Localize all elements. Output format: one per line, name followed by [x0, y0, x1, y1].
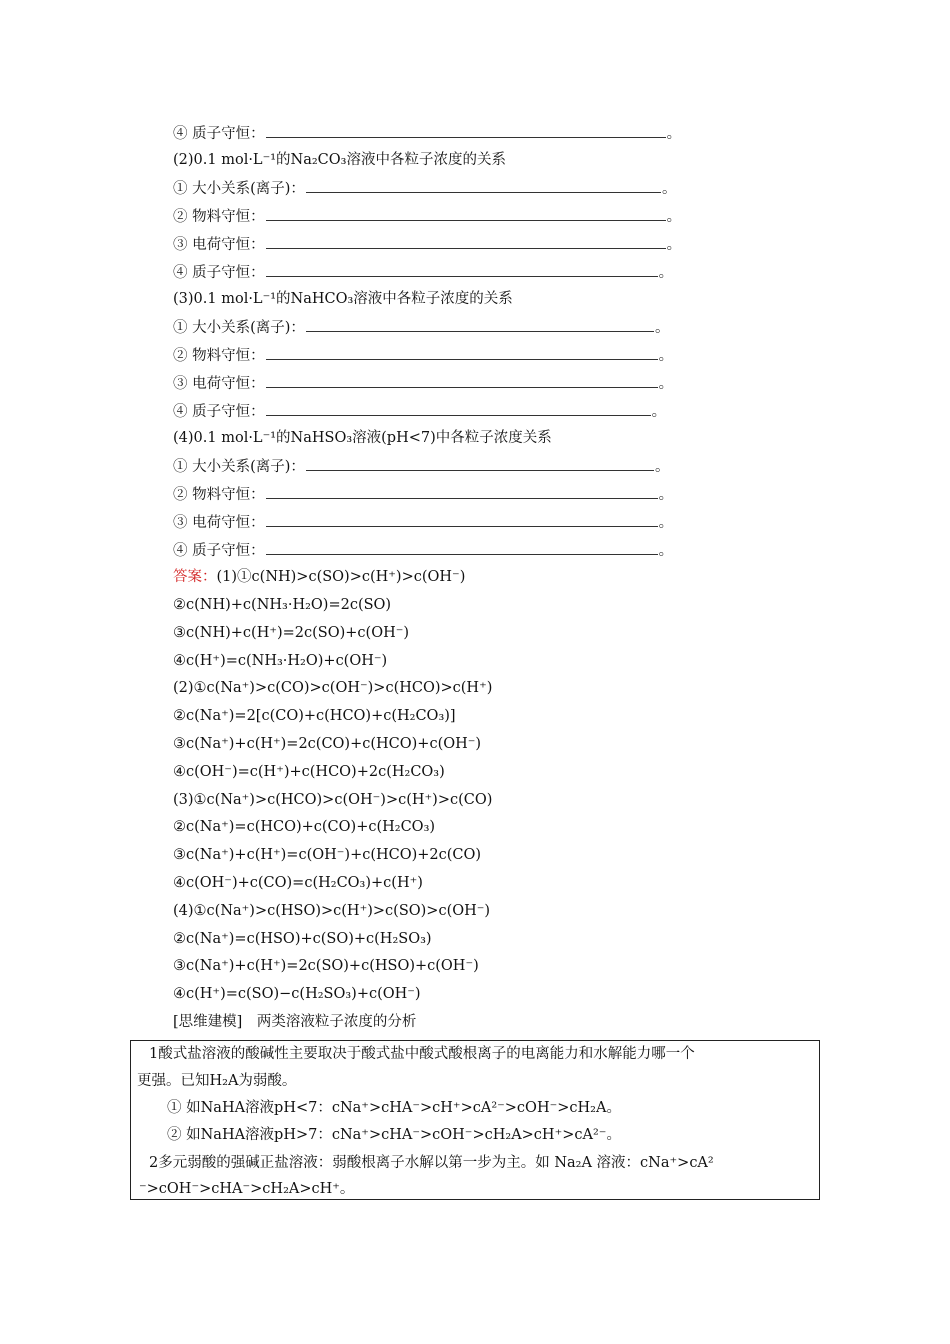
- answer-line: ④c(H⁺)=c(SO)−c(H₂SO₃)+c(OH⁻): [173, 986, 421, 1002]
- answer-blank[interactable]: [306, 456, 654, 471]
- answer-blank[interactable]: [266, 234, 666, 249]
- box-line: ① 如NaHA溶液pH<7：cNa⁺>cHA⁻>cH⁺>cA²⁻>cOH⁻>cH₂A。: [167, 1100, 621, 1116]
- question-heading: (2)0.1 mol·L⁻¹的Na₂CO₃溶液中各粒子浓度的关系: [173, 152, 506, 168]
- question-line: ② 物料守恒： 。: [173, 484, 673, 504]
- answer-line: ③c(Na⁺)+c(H⁺)=c(OH⁻)+c(HCO)+2c(CO): [173, 847, 482, 863]
- question-heading: (3)0.1 mol·L⁻¹的NaHCO₃溶液中各粒子浓度的关系: [173, 291, 513, 307]
- box-line: 更强。已知H₂A为弱酸。: [137, 1073, 297, 1089]
- question-line: ③ 电荷守恒： 。: [173, 234, 681, 254]
- question-line: ① 大小关系(离子)： 。: [173, 456, 669, 476]
- answer-blank[interactable]: [306, 317, 654, 332]
- answer-line: ③c(NH)+c(H⁺)=2c(SO)+c(OH⁻): [173, 625, 410, 641]
- answer-line: ②c(Na⁺)=c(HCO)+c(CO)+c(H₂CO₃): [173, 819, 436, 835]
- answer-blank[interactable]: [266, 484, 658, 499]
- answer-blank[interactable]: [266, 262, 658, 277]
- question-line: ④ 质子守恒： 。: [173, 540, 673, 560]
- answer-line: (3)①c(Na⁺)>c(HCO)>c(OH⁻)>c(H⁺)>c(CO): [173, 792, 493, 808]
- answer-line: ④c(OH⁻)=c(H⁺)+c(HCO)+2c(H₂CO₃): [173, 764, 445, 780]
- answer-line: (2)①c(Na⁺)>c(CO)>c(OH⁻)>c(HCO)>c(H⁺): [173, 680, 493, 696]
- answer-line: (4)①c(Na⁺)>c(HSO)>c(H⁺)>c(SO)>c(OH⁻): [173, 903, 491, 919]
- answer-blank[interactable]: [266, 206, 666, 221]
- answer-blank[interactable]: [266, 401, 651, 416]
- box-line: 1酸式盐溶液的酸碱性主要取决于酸式盐中酸式酸根离子的电离能力和水解能力哪一个: [149, 1046, 695, 1062]
- answer-line: ②c(Na⁺)=c(HSO)+c(SO)+c(H₂SO₃): [173, 931, 432, 947]
- answer-blank[interactable]: [266, 512, 658, 527]
- answer-line: ③c(Na⁺)+c(H⁺)=2c(CO)+c(HCO)+c(OH⁻): [173, 736, 482, 752]
- box-line: ⁻>cOH⁻>cHA⁻>cH₂A>cH⁺。: [139, 1181, 355, 1197]
- answer-line: 答案：(1)①c(NH)>c(SO)>c(H⁺)>c(OH⁻): [173, 569, 466, 585]
- answer-line: ③c(Na⁺)+c(H⁺)=2c(SO)+c(HSO)+c(OH⁻): [173, 958, 479, 974]
- question-line: ② 物料守恒： 。: [173, 345, 673, 365]
- answer-blank[interactable]: [266, 540, 658, 555]
- section-title: [思维建模] 两类溶液粒子浓度的分析: [173, 1014, 417, 1030]
- answer-blank[interactable]: [306, 178, 661, 193]
- modeling-box: [130, 1040, 820, 1200]
- question-line: ③ 电荷守恒： 。: [173, 512, 673, 532]
- answer-blank[interactable]: [266, 373, 658, 388]
- question-line: ② 物料守恒： 。: [173, 206, 681, 226]
- question-line: ① 大小关系(离子)： 。: [173, 178, 676, 198]
- question-label: ④ 质子守恒：: [173, 126, 265, 142]
- question-line: ④ 质子守恒： 。: [173, 123, 681, 143]
- question-line: ④ 质子守恒： 。: [173, 262, 673, 282]
- answer-line: ④c(OH⁻)+c(CO)=c(H₂CO₃)+c(H⁺): [173, 875, 423, 891]
- box-line: 2多元弱酸的强碱正盐溶液：弱酸根离子水解以第一步为主。如 Na₂A 溶液：cNa⁺>cA²: [149, 1155, 714, 1171]
- answer-line: ②c(NH)+c(NH₃·H₂O)=2c(SO): [173, 597, 392, 613]
- question-line: ③ 电荷守恒： 。: [173, 373, 673, 393]
- question-heading: (4)0.1 mol·L⁻¹的NaHSO₃溶液(pH<7)中各粒子浓度关系: [173, 430, 552, 446]
- answer-label: 答案：: [173, 569, 217, 585]
- answer-line: ②c(Na⁺)=2[c(CO)+c(HCO)+c(H₂CO₃)]: [173, 708, 456, 724]
- answer-line: ④c(H⁺)=c(NH₃·H₂O)+c(OH⁻): [173, 653, 388, 669]
- question-line: ① 大小关系(离子)： 。: [173, 317, 669, 337]
- box-line: ② 如NaHA溶液pH>7：cNa⁺>cHA⁻>cOH⁻>cH₂A>cH⁺>cA²⁻。: [167, 1127, 621, 1143]
- answer-blank[interactable]: [266, 345, 658, 360]
- answer-blank[interactable]: [266, 123, 666, 138]
- question-line: ④ 质子守恒： 。: [173, 401, 666, 421]
